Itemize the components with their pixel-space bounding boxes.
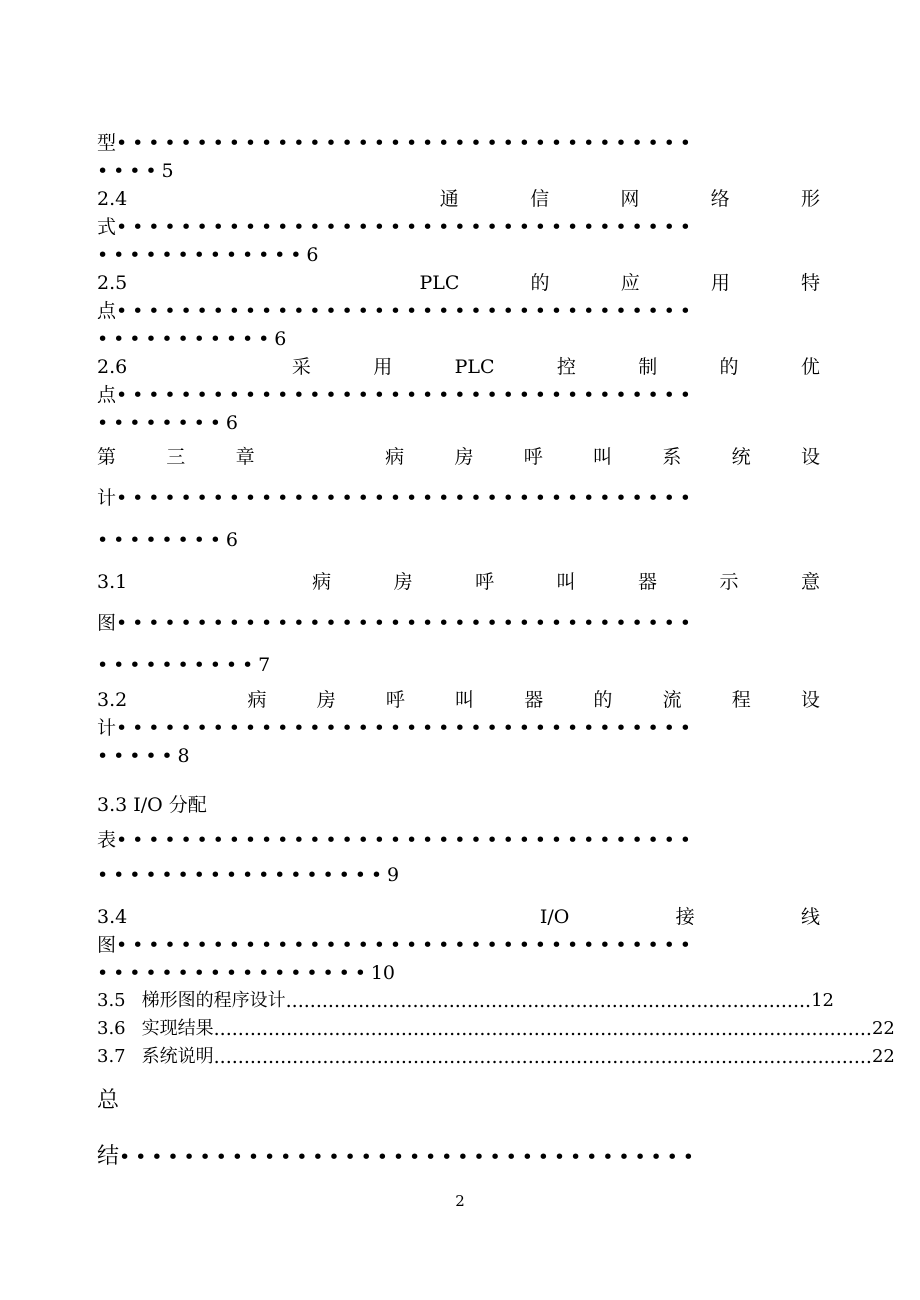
- toc-page-number: 6: [225, 412, 238, 434]
- toc-entry-2-4-title: [97, 185, 820, 213]
- toc-entry-2-6-page: [97, 409, 820, 437]
- toc-word: 应: [620, 272, 640, 294]
- dot-leader: ••••••••••••••••••••••••••••••••••••: [116, 216, 696, 238]
- toc-word: 的: [719, 356, 739, 378]
- dot-leader: •••••••••••••: [97, 244, 307, 266]
- toc-word: 房: [454, 446, 474, 468]
- toc-number: 2.5: [97, 272, 128, 294]
- toc-tail-char: 表: [97, 829, 117, 851]
- toc-word: 呼: [523, 446, 543, 468]
- toc-heading: 总: [97, 1088, 120, 1113]
- toc-word: 制: [638, 356, 658, 378]
- dot-leader: •••••••••••••••••: [97, 962, 371, 984]
- toc-entry-summary-head: [97, 1085, 820, 1117]
- toc-word: 程: [731, 689, 751, 711]
- toc-entry-3-2-dots: [97, 714, 820, 742]
- toc-entry-3-2-title: [97, 686, 820, 714]
- toc-number: 2.4: [97, 188, 128, 210]
- dot-leader: ••••••••••••••••••••••••••••••••••••: [116, 384, 696, 406]
- toc-word: 信: [530, 188, 550, 210]
- toc-number: 3.2: [97, 689, 128, 711]
- toc-entry-2-5-dots: [97, 297, 820, 325]
- toc-word: 叫: [593, 446, 613, 468]
- toc-title: 梯形图的程序设计: [141, 990, 286, 1011]
- toc-word: 示: [719, 571, 739, 593]
- dot-leader: ••••••••: [97, 529, 226, 551]
- dot-leader: ••••••••••••••••••••••••••••••••••••: [116, 934, 696, 956]
- toc-word: 络: [710, 188, 730, 210]
- toc-word: 病: [385, 446, 405, 468]
- toc-tail-char: 结: [97, 1144, 120, 1169]
- toc-number: 3.7: [97, 1046, 126, 1067]
- toc-page-number: 7: [258, 654, 271, 676]
- toc-tail-char: 式: [97, 216, 117, 238]
- toc-tail-char: 图: [97, 612, 117, 634]
- toc-entry-3-1-dots: [97, 609, 820, 637]
- toc-word: 意: [800, 571, 820, 593]
- toc-word: 网: [620, 188, 640, 210]
- toc-page-number: 6: [274, 328, 287, 350]
- toc-entry-2-5-title: [97, 269, 820, 297]
- toc-entry-chapter-3-title: [97, 443, 820, 471]
- toc-entry-2-6-title: [97, 353, 820, 381]
- toc-word: 采: [291, 356, 311, 378]
- toc-page-number: 9: [386, 864, 400, 886]
- toc-word: 用: [373, 356, 393, 378]
- toc-word: 呼: [385, 689, 405, 711]
- toc-page-number: 22: [871, 1046, 895, 1067]
- toc-entry-2-6-dots: [97, 381, 820, 409]
- toc-page-number: 8: [177, 745, 190, 767]
- toc-number: 2.6: [97, 356, 128, 378]
- toc-word: 章: [235, 446, 255, 468]
- toc-number: 3.4: [97, 906, 128, 928]
- page-number: 2: [455, 1192, 465, 1210]
- toc-word: PLC: [454, 356, 495, 378]
- dot-leader: ••••••••••: [97, 654, 259, 676]
- dot-leader: •••••: [97, 745, 178, 767]
- toc-word: 用: [710, 272, 730, 294]
- toc-heading: 3.3 I/O 分配: [97, 794, 207, 816]
- dot-leader: .............................................................................................................: [213, 1018, 872, 1040]
- dot-leader: •••••••••••: [97, 328, 275, 350]
- toc-word: 三: [166, 446, 186, 468]
- toc-word: 房: [316, 689, 336, 711]
- toc-page-number: 12: [811, 990, 834, 1011]
- dot-leader: ••••••••••••••••••••••••••••••••••••: [116, 612, 696, 634]
- toc-word: 第: [97, 446, 117, 468]
- toc-word: 控: [556, 356, 576, 378]
- toc-word: 线: [800, 906, 820, 928]
- toc-word: 形: [800, 188, 820, 210]
- toc-word: 呼: [475, 571, 495, 593]
- toc-entry-3-1-title: [97, 568, 820, 596]
- toc-entry-3-1-page: [97, 651, 820, 679]
- toc-word: 房: [393, 571, 413, 593]
- toc-word: 病: [247, 689, 267, 711]
- toc-entry-2-4-page: [97, 241, 820, 269]
- toc-entry-chapter-3-page: [97, 526, 820, 554]
- dot-leader: .......................................................................................: [285, 990, 812, 1012]
- toc-word: 病: [312, 571, 332, 593]
- toc-word: 接: [675, 906, 695, 928]
- toc-word: 设: [800, 446, 820, 468]
- toc-word: 特: [800, 272, 820, 294]
- toc-entry-3-7: [97, 1043, 895, 1071]
- toc-page-number: 6: [225, 529, 238, 551]
- toc-entry-3-6: [97, 1015, 895, 1043]
- toc-word: 统: [731, 446, 751, 468]
- dot-leader: ••••••••••••••••••••••••••••••••••••: [116, 487, 696, 509]
- toc-page-number: 10: [370, 962, 396, 984]
- toc-entry-3-2-page: [97, 742, 820, 770]
- toc-entry-3-5: [97, 987, 834, 1015]
- toc-entry-3-4-dots: [97, 931, 820, 959]
- toc-tail-char: 计: [97, 717, 117, 739]
- toc-entry-chapter-3-dots: [97, 484, 820, 512]
- toc-word: 流: [662, 689, 682, 711]
- toc-line-prev-dots: [97, 129, 820, 157]
- toc-word: 的: [530, 272, 550, 294]
- toc-tail-char: 计: [97, 487, 117, 509]
- dot-leader: ••••••••••••••••••••••••••••••••••••: [116, 132, 696, 154]
- toc-page-number: 6: [306, 244, 319, 266]
- dot-leader: ••••: [97, 160, 162, 182]
- dot-leader: ••••••••••••••••••: [97, 864, 387, 886]
- toc-entry-2-5-page: [97, 325, 820, 353]
- toc-entry-2-4-dots: [97, 213, 820, 241]
- toc-number: 3.6: [97, 1018, 126, 1039]
- toc-tail-char: 点: [97, 384, 117, 406]
- toc-prev-page: 5: [161, 160, 174, 182]
- toc-word: I/O: [539, 906, 570, 928]
- toc-title: 系统说明: [141, 1046, 214, 1067]
- toc-entry-3-3-page: [97, 861, 820, 889]
- dot-leader: .............................................................................................................: [213, 1046, 872, 1068]
- toc-prev-tail: 型: [97, 132, 117, 154]
- toc-tail-char: 点: [97, 300, 117, 322]
- toc-word: 器: [524, 689, 544, 711]
- toc-line-prev-page: [97, 157, 820, 185]
- dot-leader: ••••••••••••••••••••••••••••••••••••: [116, 717, 696, 739]
- toc-page-number: 22: [871, 1018, 895, 1039]
- toc-word: 优: [800, 356, 820, 378]
- toc-entry-3-4-title: [97, 903, 820, 931]
- toc-word: PLC: [419, 272, 460, 294]
- dot-leader: ••••••••: [97, 412, 226, 434]
- dot-leader: ••••••••••••••••••••••••••••••••••••: [119, 1146, 699, 1168]
- toc-number: 3.1: [97, 571, 128, 593]
- toc-word: 叫: [455, 689, 475, 711]
- toc-word: 叫: [556, 571, 576, 593]
- toc-word: 通: [439, 188, 459, 210]
- toc-word: 设: [800, 689, 820, 711]
- toc-word: 系: [662, 446, 682, 468]
- toc-entry-3-3-dots: [97, 826, 820, 854]
- toc-number: 3.5: [97, 990, 126, 1011]
- toc-title: 实现结果: [141, 1018, 214, 1039]
- toc-word: 的: [593, 689, 613, 711]
- toc-word: 器: [638, 571, 658, 593]
- dot-leader: ••••••••••••••••••••••••••••••••••••: [116, 300, 696, 322]
- toc-entry-3-3-title: [97, 791, 820, 819]
- toc-entry-summary-dots: [97, 1141, 820, 1173]
- toc-tail-char: 图: [97, 934, 117, 956]
- dot-leader: ••••••••••••••••••••••••••••••••••••: [116, 829, 696, 851]
- toc-entry-3-4-page: [97, 959, 820, 987]
